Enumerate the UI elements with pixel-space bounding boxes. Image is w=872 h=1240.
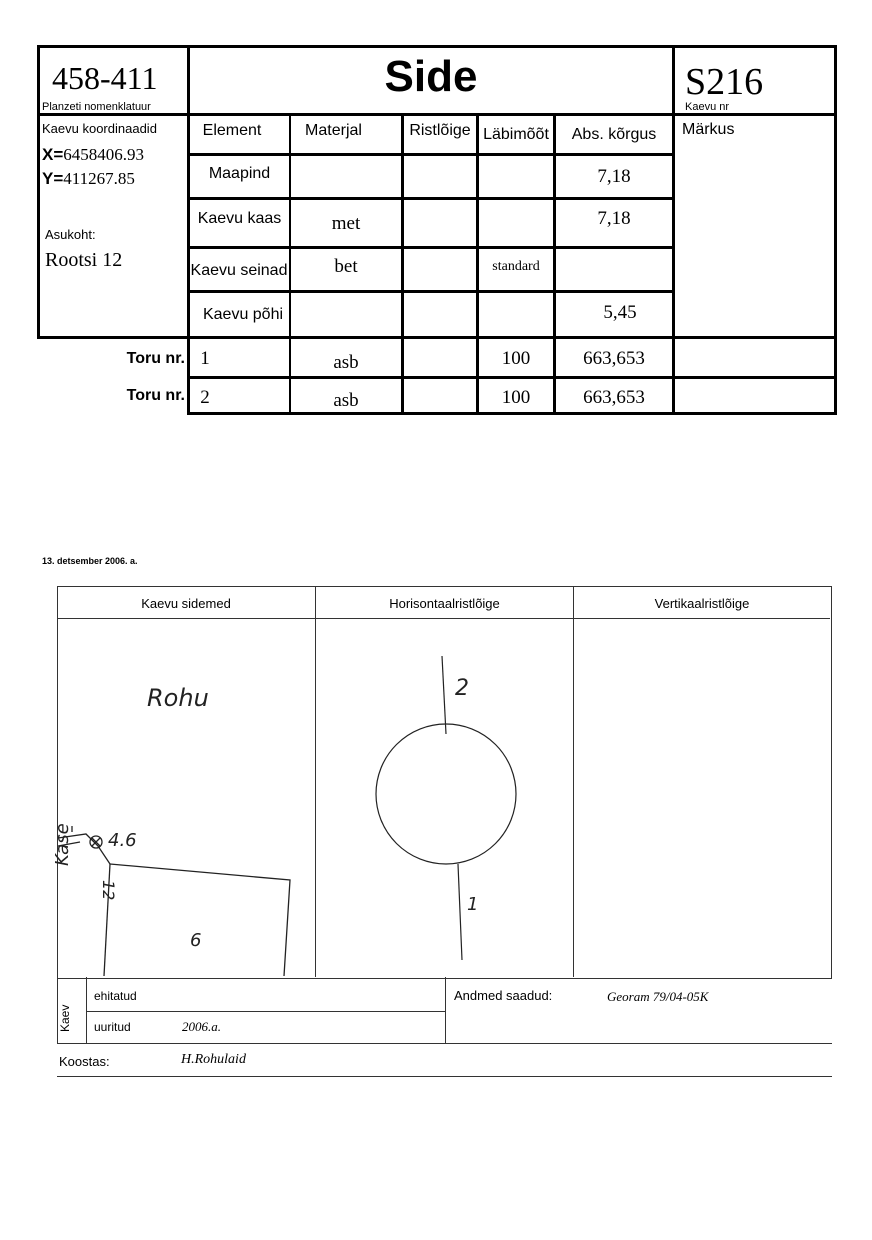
asukoht-value: Rootsi 12: [45, 249, 123, 271]
header-horisontaalristloige: Horisontaalristlõige: [389, 595, 500, 611]
pipe-nr: 2: [200, 387, 210, 408]
ehitatud-label: ehitatud: [94, 989, 137, 1003]
row-element: Kaevu seinad: [190, 262, 288, 279]
x-coordinate: [42, 145, 144, 165]
koostas-label: Koostas:: [59, 1054, 110, 1069]
coords-label: Kaevu koordinaadid: [42, 121, 157, 136]
document-date: 13. detsember 2006. a.: [42, 556, 138, 566]
pipe-materjal: asb: [333, 390, 359, 411]
row-korgus: 7,18: [597, 208, 631, 229]
pipe-label: Toru nr.: [126, 387, 185, 404]
y-value: 411267.85: [63, 169, 135, 188]
header-markus: Märkus: [682, 121, 735, 138]
nomenklatuur-label: Planzeti nomenklatuur: [42, 101, 151, 113]
row-korgus: 7,18: [597, 165, 631, 187]
pipe-1-line: [458, 864, 462, 960]
location-sketch: [58, 620, 314, 976]
pipe-korgus: 663,653: [583, 387, 645, 408]
row-labimoot: standard: [492, 259, 540, 274]
andmed-label: Andmed saadud:: [454, 988, 553, 1003]
koostas-value: H.Rohulaid: [181, 1052, 246, 1067]
horizontal-section-drawing: [316, 620, 572, 976]
pipe-label-2: 2: [455, 676, 469, 701]
pipe-labimoot: 100: [501, 387, 531, 408]
kaev-label: Kaev: [58, 1004, 72, 1032]
pipe-2-line: [442, 656, 446, 734]
header-materjal: Materjal: [305, 122, 362, 139]
y-label: Y=: [42, 169, 64, 188]
hand-12: 12: [99, 880, 118, 901]
header-ristloige: Ristlõige: [409, 122, 471, 139]
x-value: 6458406.93: [63, 145, 145, 164]
hand-elevation: 4.6: [108, 830, 137, 851]
row-materjal: met: [331, 213, 361, 234]
header-vertikaalristloige: Vertikaalristlõige: [654, 595, 750, 611]
hand-6: 6: [190, 930, 202, 951]
pipe-labimoot: 100: [501, 348, 531, 369]
pipe-label: Toru nr.: [126, 350, 185, 367]
asukoht-label: Asukoht:: [45, 227, 96, 242]
nomenklatuur-value: 458-411: [52, 60, 158, 96]
row-element: Kaevu kaas: [197, 210, 282, 227]
page-title: Side: [384, 52, 478, 101]
header-labimoot: Läbimõõt: [483, 125, 549, 143]
parcel-outline: [110, 864, 290, 976]
header-abs-korgus: Abs. kõrgus: [571, 125, 657, 143]
pipe-label-1: 1: [467, 894, 479, 915]
header-kaevu-sidemed: Kaevu sidemed: [141, 595, 231, 611]
kaevu-nr-label: Kaevu nr: [685, 101, 730, 113]
pipe-nr: 1: [200, 348, 210, 369]
uuritud-value: 2006.a.: [182, 1019, 221, 1034]
well-circle: [376, 724, 516, 864]
kaevu-nr-value: S216: [685, 61, 764, 103]
andmed-value: Georam 79/04-05K: [607, 989, 709, 1004]
row-element: Maapind: [208, 165, 271, 182]
hand-kase: Kase: [52, 823, 73, 866]
hand-rohu: Rohu: [147, 684, 209, 712]
row-korgus: 5,45: [603, 302, 637, 323]
uuritud-label: uuritud: [94, 1020, 131, 1034]
row-element: Kaevu põhi: [202, 306, 284, 323]
pipe-korgus: 663,653: [583, 348, 645, 369]
y-coordinate: [42, 169, 135, 189]
x-label: X=: [42, 145, 64, 164]
row-materjal: bet: [334, 256, 358, 277]
pipe-materjal: asb: [333, 352, 359, 373]
header-element: Element: [202, 122, 262, 139]
